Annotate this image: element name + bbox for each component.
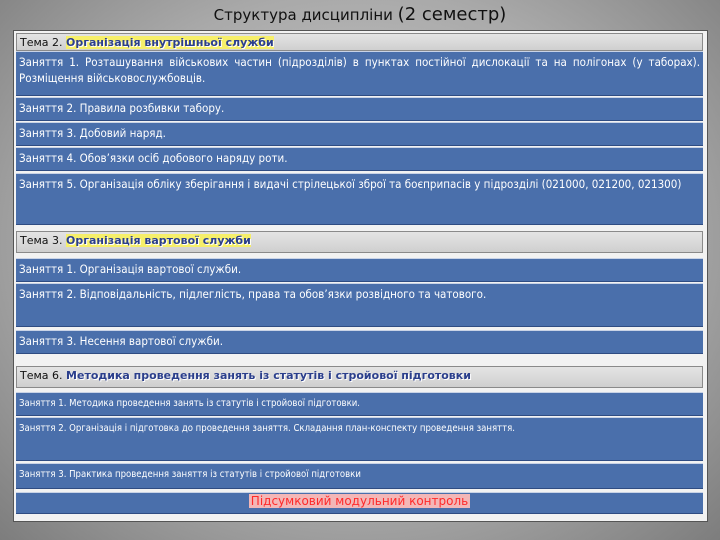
lesson-row: Заняття 3. Несення вартової служби. <box>16 330 703 354</box>
title-semester: (2 семестр) <box>397 4 507 25</box>
topic-title: Методика проведення занять із статутів і стройової підготовки <box>66 369 471 382</box>
topic-3-header <box>16 231 703 253</box>
lesson-row: Заняття 1. Розташування військових частин (підрозділів) в пунктах постійної дислокації та на полігонах (у таборах). Розміщення військовослужбовців. <box>16 51 703 96</box>
topic-title: Організація вартової служби <box>66 234 251 247</box>
topic-6-header <box>16 366 703 388</box>
lesson-row: Заняття 1. Методика проведення занять із статутів і стройової підготовки. <box>16 392 703 416</box>
lesson-row: Заняття 1. Організація вартової служби. <box>16 258 703 282</box>
lesson-row: Заняття 3. Добовий наряд. <box>16 122 703 146</box>
title-text: Структура дисципліни <box>213 6 393 24</box>
lesson-row: Заняття 2. Правила розбивки табору. <box>16 97 703 121</box>
topic-label: Тема 6. <box>20 369 63 382</box>
topic-label: Тема 2. <box>20 36 63 49</box>
final-control-label: Підсумковий модульний контроль <box>250 494 469 508</box>
lesson-row: Заняття 2. Організація і підготовка до проведення заняття. Складання план-конспекту проведення заняття. <box>16 417 703 461</box>
final-control <box>16 492 703 514</box>
topic-2-header <box>16 33 703 51</box>
lesson-row: Заняття 4. Обов’язки осіб добового наряду роти. <box>16 147 703 171</box>
page-title <box>0 4 720 25</box>
lesson-row: Заняття 3. Практика проведення заняття із статутів і стройової підготовки <box>16 463 703 489</box>
lesson-row: Заняття 5. Організація обліку зберігання і видачі стрілецької зброї та боєприпасів у підрозділі (021000, 021200, 021300) <box>16 173 703 225</box>
topic-label: Тема 3. <box>20 234 63 247</box>
topic-title: Організація внутрішньої служби <box>66 36 274 49</box>
lesson-row: Заняття 2. Відповідальність, підлеглість, права та обов’язки розвідного та чатового. <box>16 283 703 327</box>
